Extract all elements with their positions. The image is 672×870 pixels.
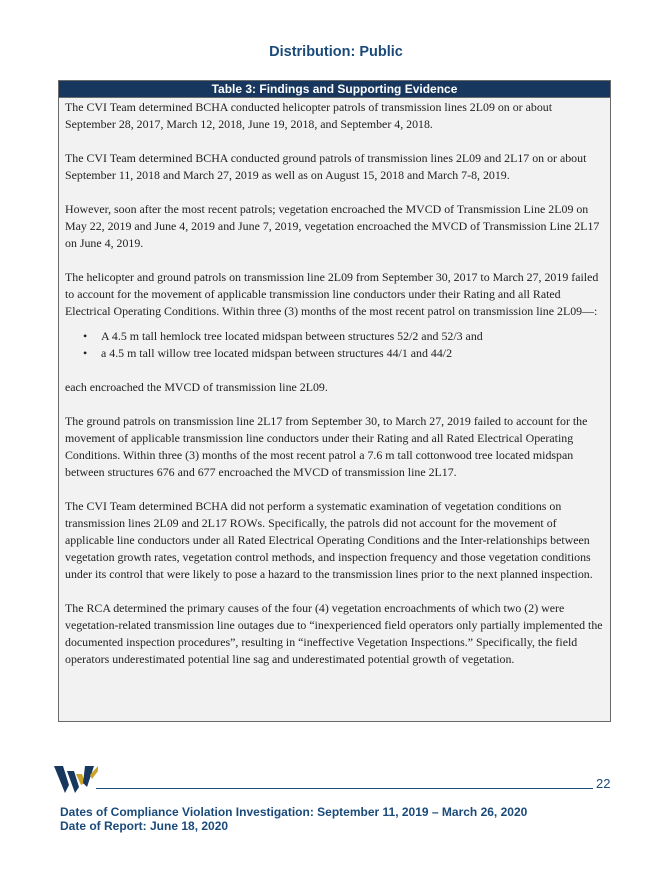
- bullet-item: • a 4.5 m tall willow tree located midspan between structures 44/1 and 44/2: [101, 345, 604, 362]
- paragraph: The RCA determined the primary causes of the four (4) vegetation encroachments of which two (2) were vegetation-related transmission line outages due to “inexperienced field operators only partially implemented the documented inspection procedures”, resulting in “ineffective Vegetation Inspections.” Specifically, the field operators underestimated potential line sag and underestimated potential growth of vegetation.: [65, 601, 603, 666]
- paragraph: The CVI Team determined BCHA conducted helicopter patrols of transmission lines 2L09 on or about September 28, 2017, March 12, 2018, June 19, 2018, and September 4, 2018.: [65, 100, 553, 131]
- paragraph: The CVI Team determined BCHA did not perform a systematic examination of vegetation conditions on transmission lines 2L09 and 2L17 ROWs. Specifically, the patrols did not account for the movement of applicable line conductors under all Rated Electrical Operating Conditions and the Inter-relationships between vegetation growth rates, vegetation control methods, and inspection frequency and those vegetation conditions under its control that were likely to pose a hazard to the transmission lines prior to the next planned inspection.: [65, 499, 593, 581]
- bullet-list: [65, 328, 604, 362]
- paragraph: However, soon after the most recent patrols; vegetation encroached the MVCD of Transmission Line 2L09 on May 22, 2019 and June 4, 2019 and June 7, 2019, vegetation encroached the MVCD of Transmission Line 2L17 on June 4, 2019.: [65, 202, 600, 250]
- investigation-dates: Dates of Compliance Violation Investigation: September 11, 2019 – March 26, 2020: [60, 805, 528, 819]
- report-date: Date of Report: June 18, 2020: [60, 819, 229, 833]
- paragraph: each encroached the MVCD of transmission line 2L09.: [65, 380, 328, 394]
- paragraph: The ground patrols on transmission line 2L17 from September 30, to March 27, 2019 failed to account for the movement of applicable transmission line conductors under their Rating and all Rated Electrical Operating Conditions. Within three (3) months of the most recent patrol a 7.6 m tall cottonwood tree located midspan between structures 676 and 677 encroached the MVCD of transmission line 2L17.: [65, 414, 588, 479]
- paragraph: The helicopter and ground patrols on transmission line 2L09 from September 30, 2017 to March 27, 2019 failed to account for the movement of applicable transmission line conductors under their Rating and all Rated Electrical Operating Conditions. Within three (3) months of the most recent patrol on transmission line 2L09—:: [65, 270, 599, 318]
- table-title: Table 3: Findings and Supporting Evidence: [59, 81, 610, 98]
- distribution-label: Distribution: Public: [269, 44, 403, 60]
- footer-rule: [96, 788, 593, 789]
- page-number: 22: [596, 776, 611, 791]
- footer-text: [60, 805, 527, 833]
- wecc-logo-icon: [54, 763, 98, 793]
- table-body: [59, 98, 610, 668]
- paragraph: The CVI Team determined BCHA conducted ground patrols of transmission lines 2L09 and 2L17 on or about September 11, 2018 and March 27, 2019 as well as on August 15, 2018 and March 7-8, 2019.: [65, 151, 587, 182]
- findings-table: [58, 80, 611, 722]
- bullet-item: • A 4.5 m tall hemlock tree located midspan between structures 52/2 and 52/3 and: [101, 328, 604, 345]
